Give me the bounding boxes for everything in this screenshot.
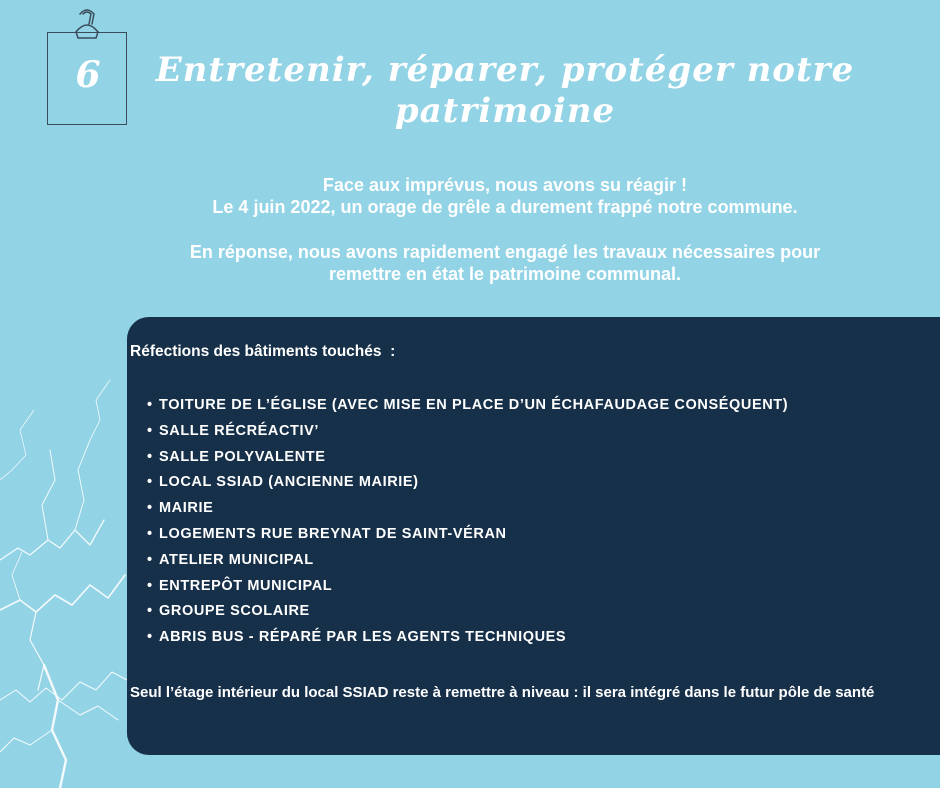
list-item-text: ENTREPÔT MUNICIPAL [159, 577, 333, 594]
panel-footer-note: Seul l’étage intérieur du local SSIAD reste à remettre à niveau : il sera intégré dans le futur pôle de santé [130, 684, 875, 701]
list-item-text: TOITURE DE L’ÉGLISE (AVEC MISE EN PLACE D’UN ÉCHAFAUDAGE CONSÉQUENT) [159, 397, 789, 413]
intro-line-1: Face aux imprévus, nous avons su réagir ! [322, 175, 688, 195]
list-item-text: SALLE RÉCRÉACTIV’ [159, 422, 320, 439]
list-item: • SALLE RÉCRÉACTIV’ [147, 422, 320, 439]
list-item: • MAIRIE [147, 500, 214, 517]
intro-paragraph-2 [95, 241, 915, 285]
list-item-text: ABRIS BUS - RÉPARÉ PAR LES AGENTS TECHNIQUES [159, 629, 567, 646]
buildings-list [147, 393, 788, 651]
step-note-card [47, 32, 127, 125]
intro-line-4: remettre en état le patrimoine communal. [328, 264, 682, 284]
list-item: • ABRIS BUS - RÉPARÉ PAR LES AGENTS TECHNIQUES [147, 629, 567, 646]
list-item-text: LOCAL SSIAD (ANCIENNE MAIRIE) [159, 474, 419, 491]
step-number: 6 [75, 54, 101, 96]
list-item: • GROUPE SCOLAIRE [147, 603, 310, 620]
list-item-text: GROUPE SCOLAIRE [159, 603, 310, 620]
list-item-text: LOGEMENTS RUE BREYNAT DE SAINT-VÉRAN [159, 525, 507, 542]
list-item: • ENTREPÔT MUNICIPAL [147, 577, 333, 594]
buildings-panel [127, 317, 940, 755]
list-item: • TOITURE DE L’ÉGLISE (AVEC MISE EN PLACE D’UN ÉCHAFAUDAGE CONSÉQUENT) [147, 397, 789, 413]
intro-paragraph-1 [100, 174, 910, 218]
list-item: • ATELIER MUNICIPAL [147, 551, 314, 568]
list-item: • SALLE POLYVALENTE [147, 448, 326, 465]
list-item: • LOGEMENTS RUE BREYNAT DE SAINT-VÉRAN [147, 525, 507, 542]
list-item: • LOCAL SSIAD (ANCIENNE MAIRIE) [147, 474, 419, 491]
list-item-text: ATELIER MUNICIPAL [159, 551, 314, 568]
intro-line-2: Le 4 juin 2022, un orage de grêle a durement frappé notre commune. [212, 197, 798, 217]
panel-heading: Réfections des bâtiments touchés : [130, 343, 396, 360]
page-title: Entretenir, réparer, protéger notre patrimoine [155, 50, 855, 131]
intro-line-3: En réponse, nous avons rapidement engagé les travaux nécessaires pour [189, 242, 821, 262]
paperclip-icon [72, 8, 102, 42]
list-item-text: SALLE POLYVALENTE [159, 448, 326, 465]
list-item-text: MAIRIE [159, 500, 214, 517]
